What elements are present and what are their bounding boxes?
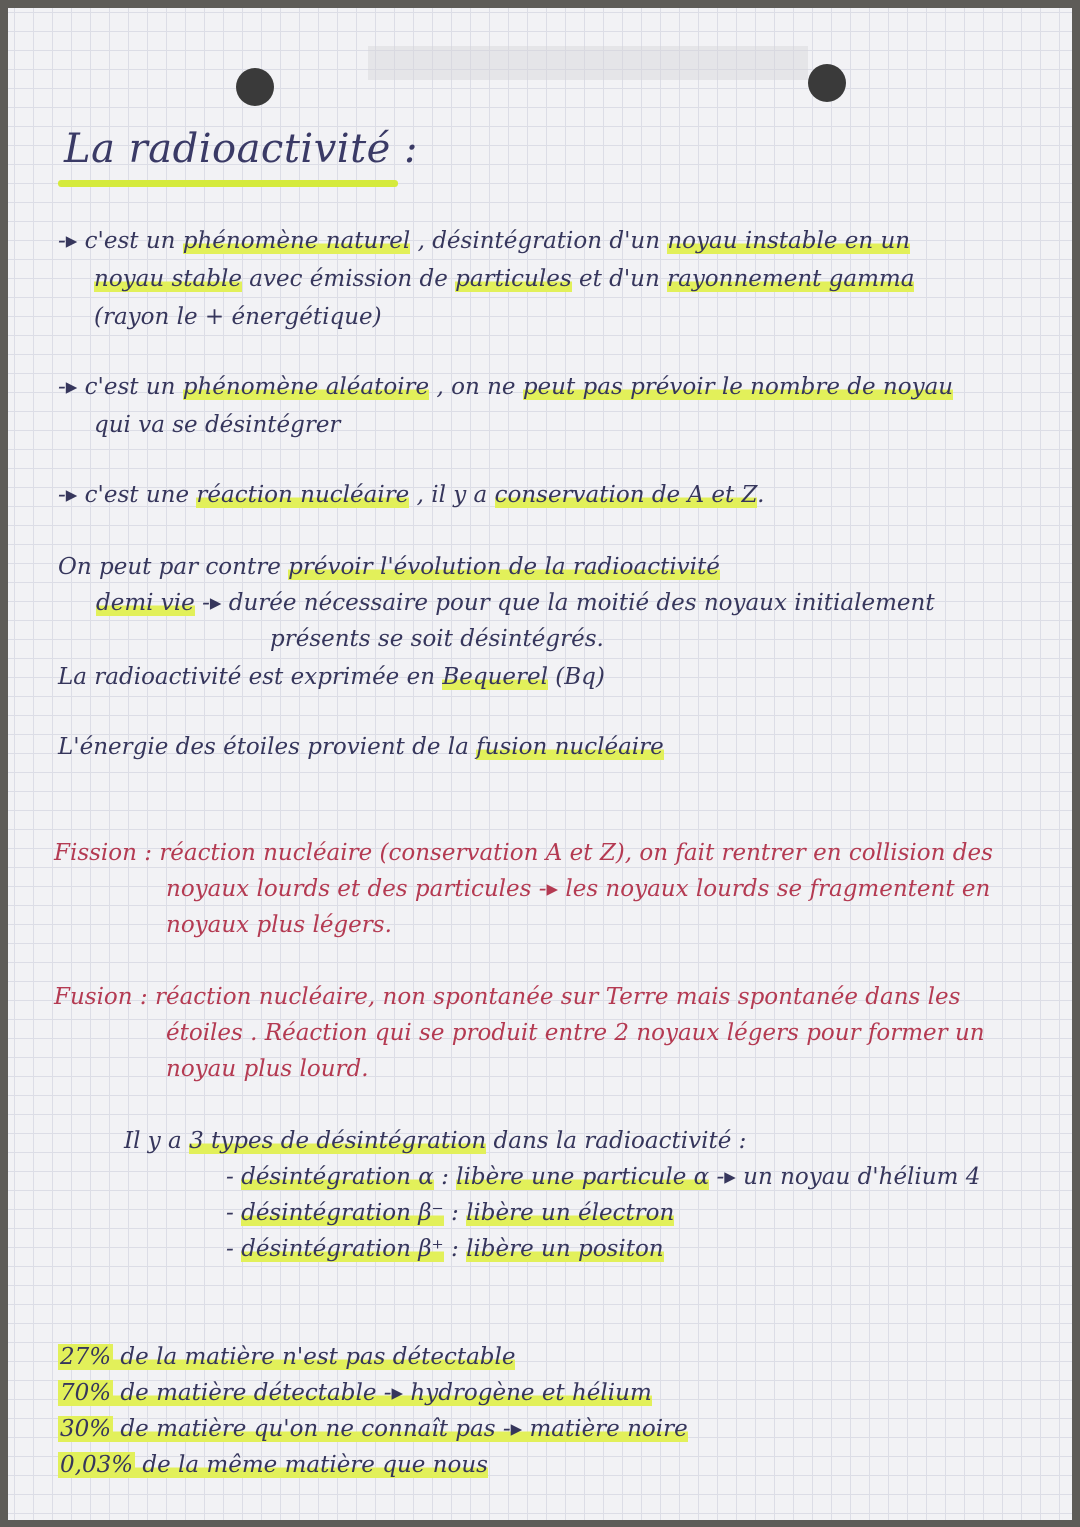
page-title: La radioactivité : bbox=[64, 126, 419, 172]
demi-vie-line-2: présents se soit désintégrés. bbox=[270, 626, 604, 652]
fission-line-3: noyaux plus légers. bbox=[166, 912, 392, 938]
stat-line-2: 70% de matière détectable -▸ hydrogène et hélium bbox=[60, 1380, 652, 1406]
bullet-1-line-2: noyau stable avec émission de particules et d'un rayonnement gamma bbox=[94, 266, 915, 292]
evolution-line: On peut par contre prévoir l'évolution de la radioactivité bbox=[58, 554, 720, 580]
demi-vie-line: demi vie -▸ durée nécessaire pour que la moitié des noyaux initialement bbox=[96, 590, 935, 616]
arrow-icon: -▸ bbox=[202, 590, 222, 616]
type-beta-plus: - désintégration β⁺ : libère un positon bbox=[226, 1236, 664, 1262]
bequerel-line: La radioactivité est exprimée en Bequerel (Bq) bbox=[58, 664, 605, 690]
bullet-3-line-1: -▸ c'est une réaction nucléaire , il y a conservation de A et Z. bbox=[58, 482, 765, 508]
bullet-1-line-1: -▸ c'est un phénomène naturel , désintégration d'un noyau instable en un bbox=[58, 228, 911, 254]
arrow-icon: -▸ bbox=[58, 482, 78, 508]
arrow-icon: -▸ bbox=[58, 228, 78, 254]
stat-line-1: 27% de la matière n'est pas détectable bbox=[60, 1344, 516, 1370]
fusion-line-3: noyau plus lourd. bbox=[166, 1056, 369, 1082]
type-alpha: - désintégration α : libère une particule α -▸ un noyau d'hélium 4 bbox=[226, 1164, 981, 1190]
type-beta-minus: - désintégration β⁻ : libère un électron bbox=[226, 1200, 675, 1226]
title-underline bbox=[58, 180, 398, 187]
stat-line-3: 30% de matière qu'on ne connaît pas -▸ matière noire bbox=[60, 1416, 688, 1442]
bullet-1-line-3: (rayon le + énergétique) bbox=[94, 304, 382, 330]
punch-hole-right bbox=[808, 64, 846, 102]
demi-vie-term: demi vie bbox=[96, 590, 195, 616]
bullet-2-line-2: qui va se désintégrer bbox=[94, 412, 341, 438]
arrow-icon: -▸ bbox=[58, 374, 78, 400]
fusion-line-1: Fusion : réaction nucléaire, non spontanée sur Terre mais spontanée dans les bbox=[54, 984, 961, 1010]
fission-line-2: noyaux lourds et des particules -▸ les noyaux lourds se fragmentent en bbox=[166, 876, 991, 902]
types-intro: Il y a 3 types de désintégration dans la radioactivité : bbox=[124, 1128, 747, 1154]
bullet-2-line-1: -▸ c'est un phénomène aléatoire , on ne peut pas prévoir le nombre de noyau bbox=[58, 374, 954, 400]
stat-line-4: 0,03% de la même matière que nous bbox=[60, 1452, 488, 1478]
fission-line-1: Fission : réaction nucléaire (conservation A et Z), on fait rentrer en collision des bbox=[54, 840, 993, 866]
blurred-header-area bbox=[368, 46, 808, 80]
punch-hole-left bbox=[236, 68, 274, 106]
fission-label: Fission : bbox=[54, 840, 152, 866]
fusion-line-2: étoiles . Réaction qui se produit entre 2 noyaux légers pour former un bbox=[166, 1020, 985, 1046]
energie-line: L'énergie des étoiles provient de la fusion nucléaire bbox=[58, 734, 664, 760]
fusion-label: Fusion : bbox=[54, 984, 148, 1010]
